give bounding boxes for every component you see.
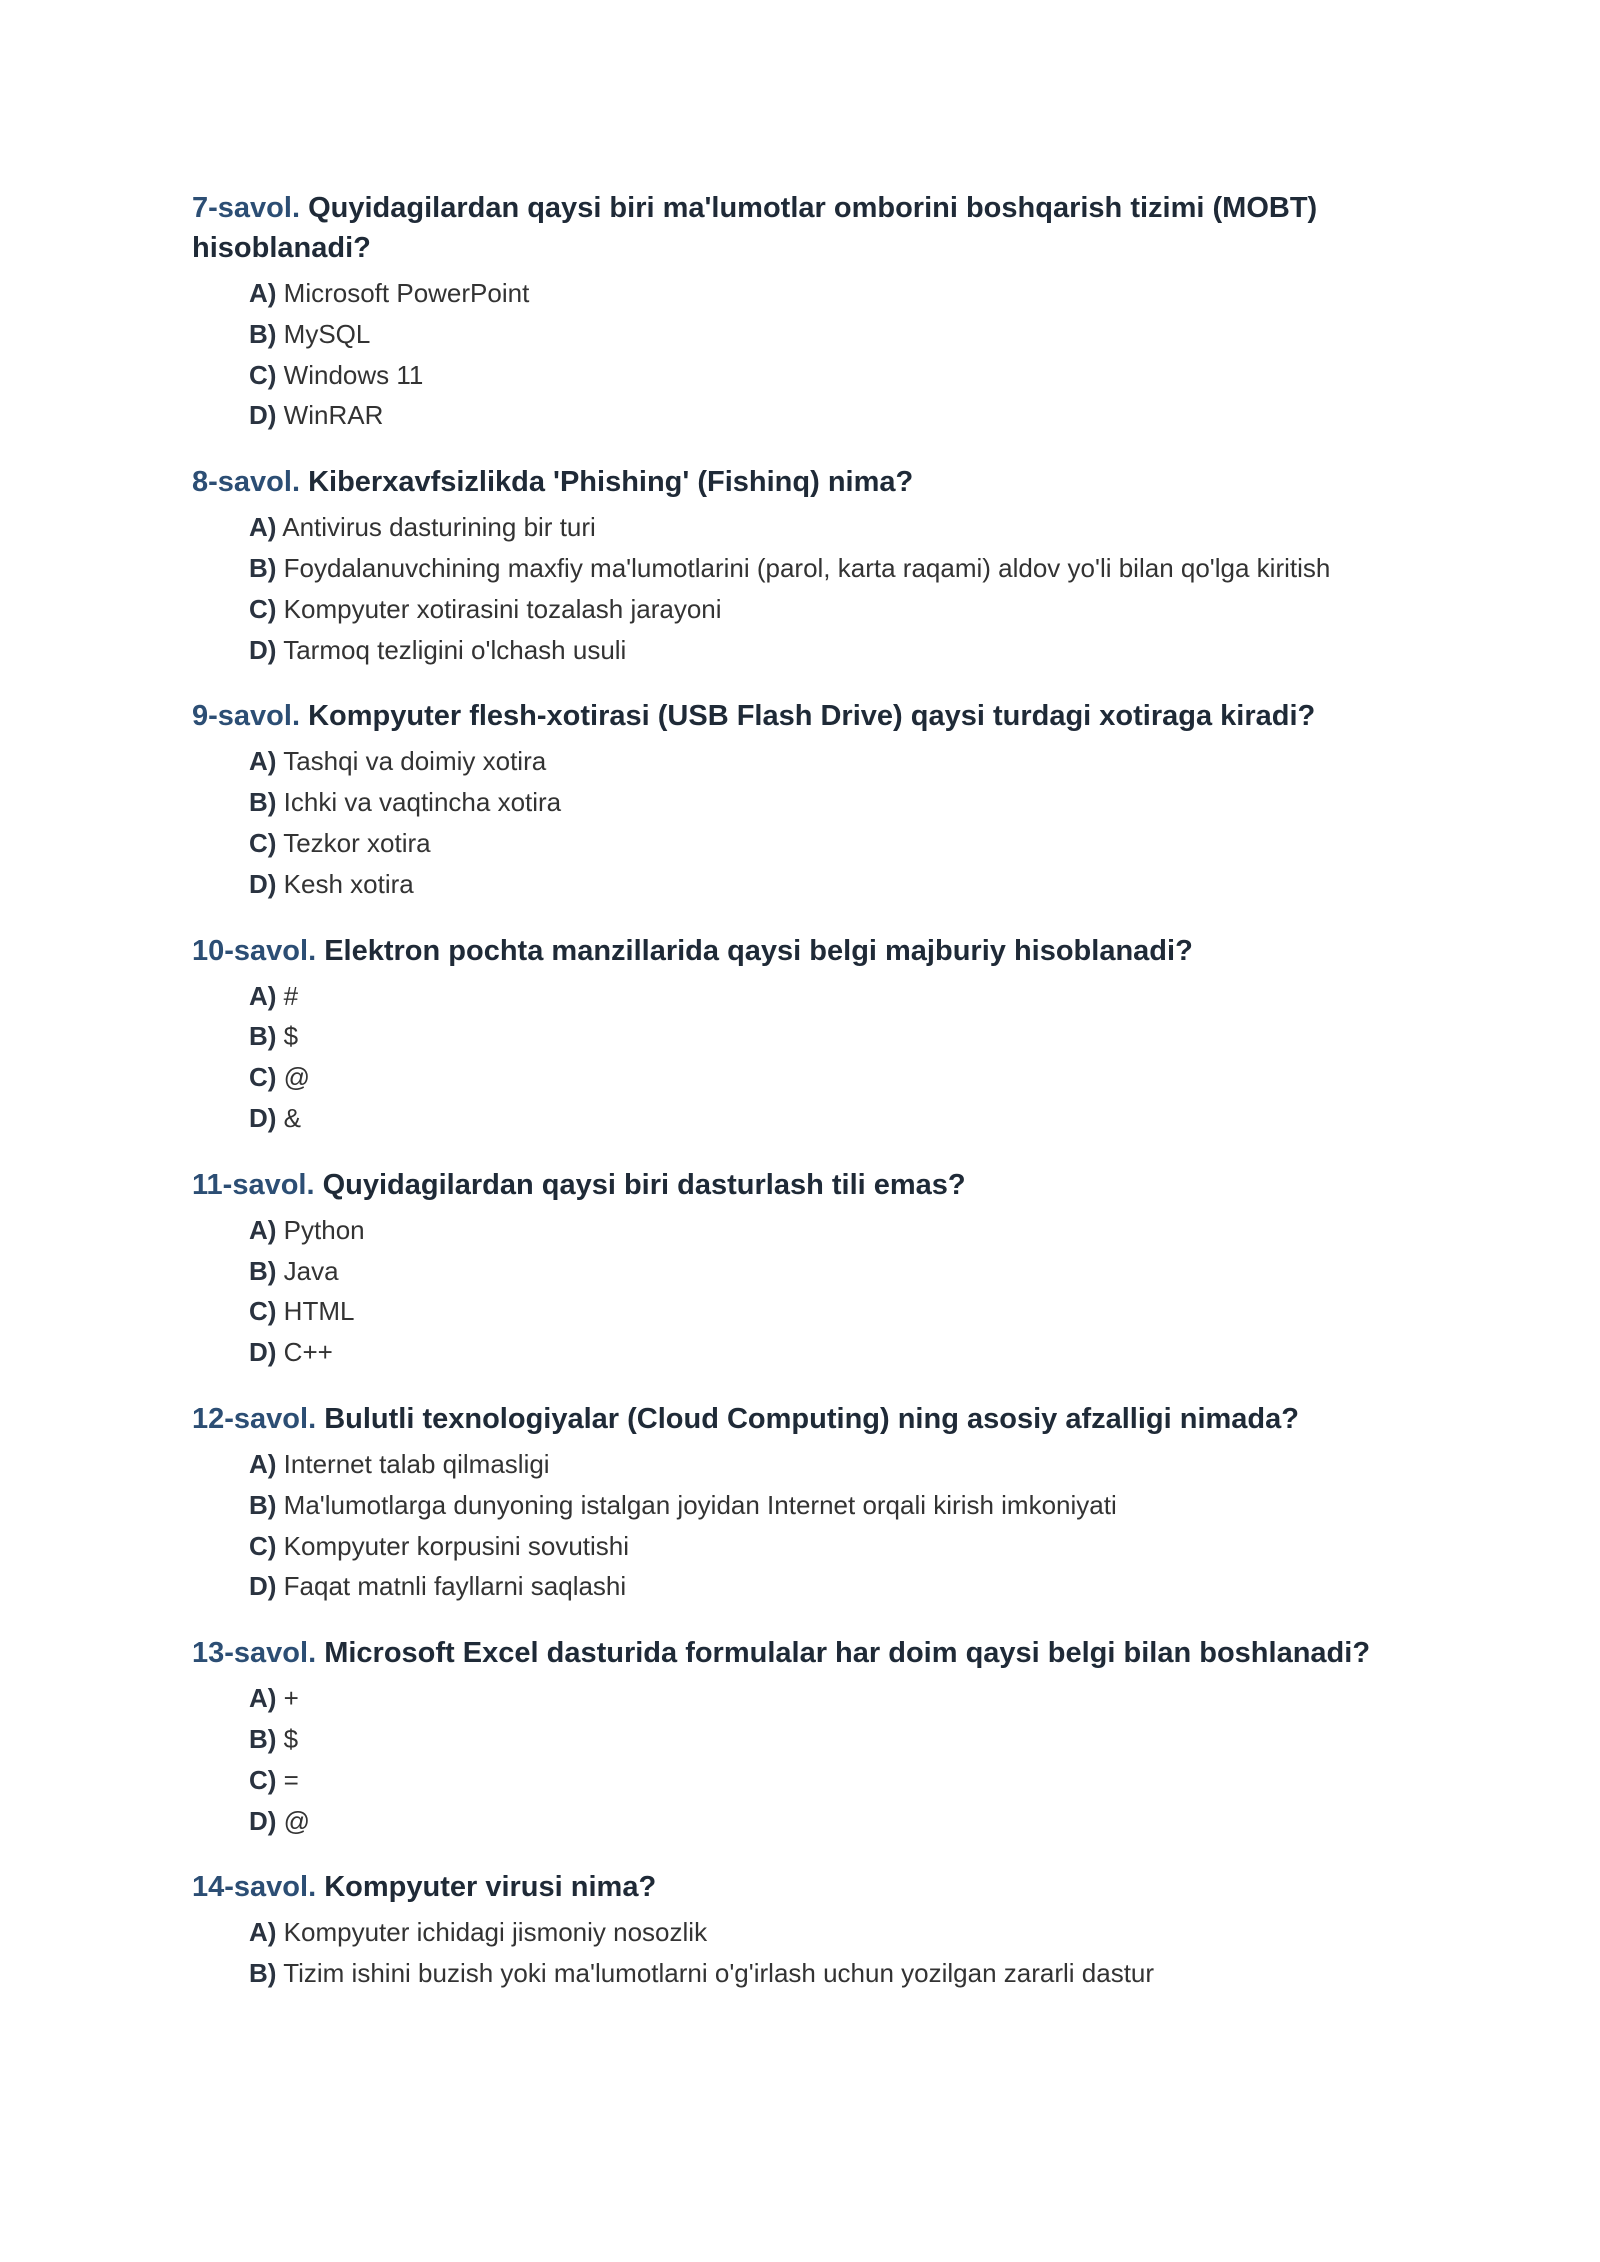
answer-option-b xyxy=(249,548,1432,589)
answer-option-c xyxy=(249,823,1432,864)
option-text: Tarmoq tezligini o'lchash usuli xyxy=(283,634,627,665)
answer-option-a xyxy=(249,1912,1432,1953)
answer-options xyxy=(192,1210,1432,1373)
question-13 xyxy=(192,1633,1432,1841)
question-title xyxy=(192,1399,1432,1439)
question-number: 11-savol. xyxy=(192,1168,315,1201)
answer-option-c xyxy=(249,1291,1432,1332)
option-letter: A) xyxy=(249,278,277,308)
option-letter: C) xyxy=(249,1296,277,1327)
question-title xyxy=(192,696,1432,736)
question-text: Bulutli texnologiyalar (Cloud Computing) ning asosiy afzalligi nimada? xyxy=(324,1402,1299,1435)
question-text: Quyidagilardan qaysi biri dasturlash tili emas? xyxy=(322,1168,966,1201)
option-text: Python xyxy=(283,1214,365,1245)
option-text: Java xyxy=(283,1255,339,1286)
answer-option-a xyxy=(249,1444,1432,1485)
option-letter: D) xyxy=(249,1571,277,1602)
answer-option-c xyxy=(249,1760,1432,1801)
option-text: Kompyuter korpusini sovutishi xyxy=(283,1530,630,1561)
option-letter: B) xyxy=(249,552,277,583)
answer-option-c xyxy=(249,1057,1432,1098)
option-text: $ xyxy=(283,1021,299,1052)
answer-option-a xyxy=(249,1678,1432,1719)
question-number: 13-savol. xyxy=(192,1637,317,1670)
answer-option-a xyxy=(249,741,1432,782)
answer-options xyxy=(192,976,1432,1139)
option-letter: C) xyxy=(249,827,277,858)
answer-option-d xyxy=(249,1801,1432,1842)
answer-option-a xyxy=(249,507,1432,548)
option-text: Tezkor xotira xyxy=(283,827,431,858)
question-text: Microsoft Excel dasturida formulalar har doim qaysi belgi bilan boshlanadi? xyxy=(324,1637,1371,1670)
option-letter: A) xyxy=(249,512,277,543)
question-number: 9-savol. xyxy=(192,700,300,733)
answer-options xyxy=(192,1444,1432,1607)
option-text: Ma'lumotlarga dunyoning istalgan joyidan Internet orqali kirish imkoniyati xyxy=(283,1489,1117,1520)
answer-option-d xyxy=(249,1332,1432,1373)
option-letter: A) xyxy=(249,1448,277,1479)
question-text: Kompyuter virusi nima? xyxy=(324,1871,657,1904)
question-title xyxy=(192,1633,1432,1673)
question-number: 12-savol. xyxy=(192,1402,317,1435)
answer-option-b xyxy=(249,1953,1432,1994)
answer-option-b xyxy=(249,1485,1432,1526)
answer-options xyxy=(192,273,1432,436)
option-letter: A) xyxy=(249,1683,277,1714)
quiz-page xyxy=(192,188,1432,2020)
answer-options xyxy=(192,507,1432,670)
question-title xyxy=(192,462,1432,502)
answer-options xyxy=(192,741,1432,904)
option-text: Foydalanuvchining maxfiy ma'lumotlarini (parol, karta raqami) aldov yo'li bilan qo'lga kiritish xyxy=(283,552,1331,583)
question-title xyxy=(192,1867,1432,1907)
answer-option-a xyxy=(249,976,1432,1017)
answer-options xyxy=(192,1678,1432,1841)
option-text: Kompyuter xotirasini tozalash jarayoni xyxy=(283,593,722,624)
option-letter: A) xyxy=(249,1917,277,1948)
option-text: Windows 11 xyxy=(283,359,424,390)
option-letter: C) xyxy=(249,359,277,390)
question-12 xyxy=(192,1399,1432,1607)
question-text: Elektron pochta manzillarida qaysi belgi majburiy hisoblanadi? xyxy=(324,934,1193,967)
answer-option-c xyxy=(249,1526,1432,1567)
option-letter: C) xyxy=(249,1530,277,1561)
question-title xyxy=(192,188,1432,268)
option-letter: C) xyxy=(249,1062,277,1093)
option-text: Microsoft PowerPoint xyxy=(283,278,530,308)
option-text: Ichki va vaqtincha xotira xyxy=(283,787,562,818)
option-text: # xyxy=(283,980,299,1011)
question-title xyxy=(192,931,1432,971)
option-text: WinRAR xyxy=(283,400,384,431)
option-text: & xyxy=(283,1102,302,1133)
option-text: MySQL xyxy=(283,318,371,349)
answer-option-d xyxy=(249,395,1432,436)
option-text: Tashqi va doimiy xotira xyxy=(283,746,547,777)
question-8 xyxy=(192,462,1432,670)
option-letter: D) xyxy=(249,1102,277,1133)
option-letter: B) xyxy=(249,1255,277,1286)
answer-option-b xyxy=(249,1016,1432,1057)
option-letter: A) xyxy=(249,1214,277,1245)
question-title xyxy=(192,1165,1432,1205)
option-letter: B) xyxy=(249,1021,277,1052)
question-text: Quyidagilardan qaysi biri ma'lumotlar omborini boshqarish tizimi (MOBT) hisoblanadi? xyxy=(192,192,1318,264)
option-letter: B) xyxy=(249,318,277,349)
option-text: $ xyxy=(283,1723,299,1754)
option-text: = xyxy=(283,1764,299,1795)
answer-option-b xyxy=(249,314,1432,355)
option-letter: D) xyxy=(249,868,277,899)
option-letter: B) xyxy=(249,1958,277,1989)
option-letter: D) xyxy=(249,1337,277,1368)
option-letter: B) xyxy=(249,1489,277,1520)
option-text: Antivirus dasturining bir turi xyxy=(282,512,596,543)
question-9 xyxy=(192,696,1432,904)
option-text: Internet talab qilmasligi xyxy=(283,1448,550,1479)
option-text: Kesh xotira xyxy=(283,868,414,899)
answer-option-c xyxy=(249,589,1432,630)
option-letter: D) xyxy=(249,634,277,665)
option-letter: A) xyxy=(249,746,277,777)
answer-option-d xyxy=(249,1098,1432,1139)
option-letter: B) xyxy=(249,787,277,818)
option-text: Tizim ishini buzish yoki ma'lumotlarni o'g'irlash uchun yozilgan zararli dastur xyxy=(283,1958,1155,1989)
option-text: C++ xyxy=(283,1337,333,1368)
option-letter: D) xyxy=(249,400,277,431)
option-text: + xyxy=(283,1683,299,1714)
question-11 xyxy=(192,1165,1432,1373)
answer-option-c xyxy=(249,355,1432,396)
answer-option-a xyxy=(249,1210,1432,1251)
option-text: @ xyxy=(283,1805,311,1836)
question-number: 10-savol. xyxy=(192,934,317,967)
option-text: Faqat matnli fayllarni saqlashi xyxy=(283,1571,627,1602)
question-number: 14-savol. xyxy=(192,1871,317,1904)
answer-option-b xyxy=(249,782,1432,823)
option-letter: D) xyxy=(249,1805,277,1836)
question-text: Kiberxavfsizlikda 'Phishing' (Fishinq) nima? xyxy=(308,466,914,499)
question-number: 7-savol. xyxy=(192,192,300,224)
option-letter: C) xyxy=(249,1764,277,1795)
question-text: Kompyuter flesh-xotirasi (USB Flash Drive) qaysi turdagi xotiraga kiradi? xyxy=(308,700,1316,733)
answer-option-b xyxy=(249,1251,1432,1292)
option-text: Kompyuter ichidagi jismoniy nosozlik xyxy=(283,1917,708,1948)
option-letter: B) xyxy=(249,1723,277,1754)
option-text: HTML xyxy=(283,1296,355,1327)
answer-option-d xyxy=(249,1566,1432,1607)
option-text: @ xyxy=(283,1062,311,1093)
answer-option-d xyxy=(249,864,1432,905)
answer-option-b xyxy=(249,1719,1432,1760)
option-letter: A) xyxy=(249,980,277,1011)
question-7 xyxy=(192,188,1432,436)
answer-options xyxy=(192,1912,1432,1994)
answer-option-d xyxy=(249,630,1432,671)
question-10 xyxy=(192,931,1432,1139)
answer-option-a xyxy=(249,273,1432,314)
question-14 xyxy=(192,1867,1432,1994)
option-letter: C) xyxy=(249,593,277,624)
question-number: 8-savol. xyxy=(192,466,300,499)
